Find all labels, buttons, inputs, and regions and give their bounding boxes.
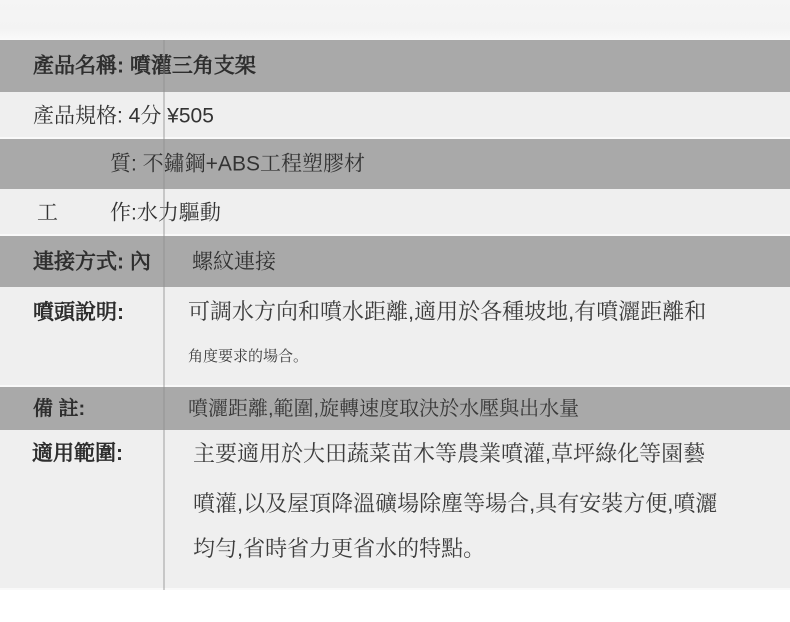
application-scope-label: 適用範圍:	[32, 442, 123, 465]
row-remark	[0, 387, 790, 430]
row-material	[0, 139, 790, 189]
application-scope-line2: 噴灌,以及屋頂降溫礦場除塵等場合,具有安裝方便,噴灑	[193, 491, 718, 516]
row-product-spec	[0, 92, 790, 139]
product-spec-text: 產品規格: 4分 ¥505	[33, 104, 214, 127]
row-nozzle-description	[0, 287, 790, 387]
connection-value: 螺紋連接	[192, 250, 276, 273]
working-mode-text: 作:水力驅動	[110, 201, 221, 224]
working-mode-label-part: 工	[37, 201, 58, 224]
nozzle-description-line1: 可調水方向和噴水距離,適用於各種坡地,有噴灑距離和	[188, 299, 707, 324]
product-name-text: 產品名稱: 噴灌三角支架	[33, 54, 256, 78]
row-application-scope	[0, 430, 790, 590]
remark-value: 噴灑距離,範圍,旋轉速度取決於水壓與出水量	[188, 397, 580, 420]
column-divider	[163, 40, 165, 590]
page-top-margin	[0, 0, 790, 40]
connection-label: 連接方式: 內	[33, 250, 151, 273]
nozzle-description-label: 噴頭說明:	[33, 301, 124, 324]
application-scope-line3: 均勻,省時省力更省水的特點。	[193, 536, 486, 561]
material-text: 質: 不鏽鋼+ABS工程塑膠材	[110, 152, 365, 176]
product-spec-table	[0, 40, 790, 590]
nozzle-description-line2: 角度要求的場合。	[188, 348, 309, 365]
application-scope-line1: 主要適用於大田蔬菜苗木等農業噴灌,草坪綠化等園藝	[193, 441, 706, 466]
row-working-mode	[0, 189, 790, 236]
row-product-name	[0, 40, 790, 92]
remark-label: 備 註:	[33, 397, 86, 420]
row-connection	[0, 236, 790, 287]
